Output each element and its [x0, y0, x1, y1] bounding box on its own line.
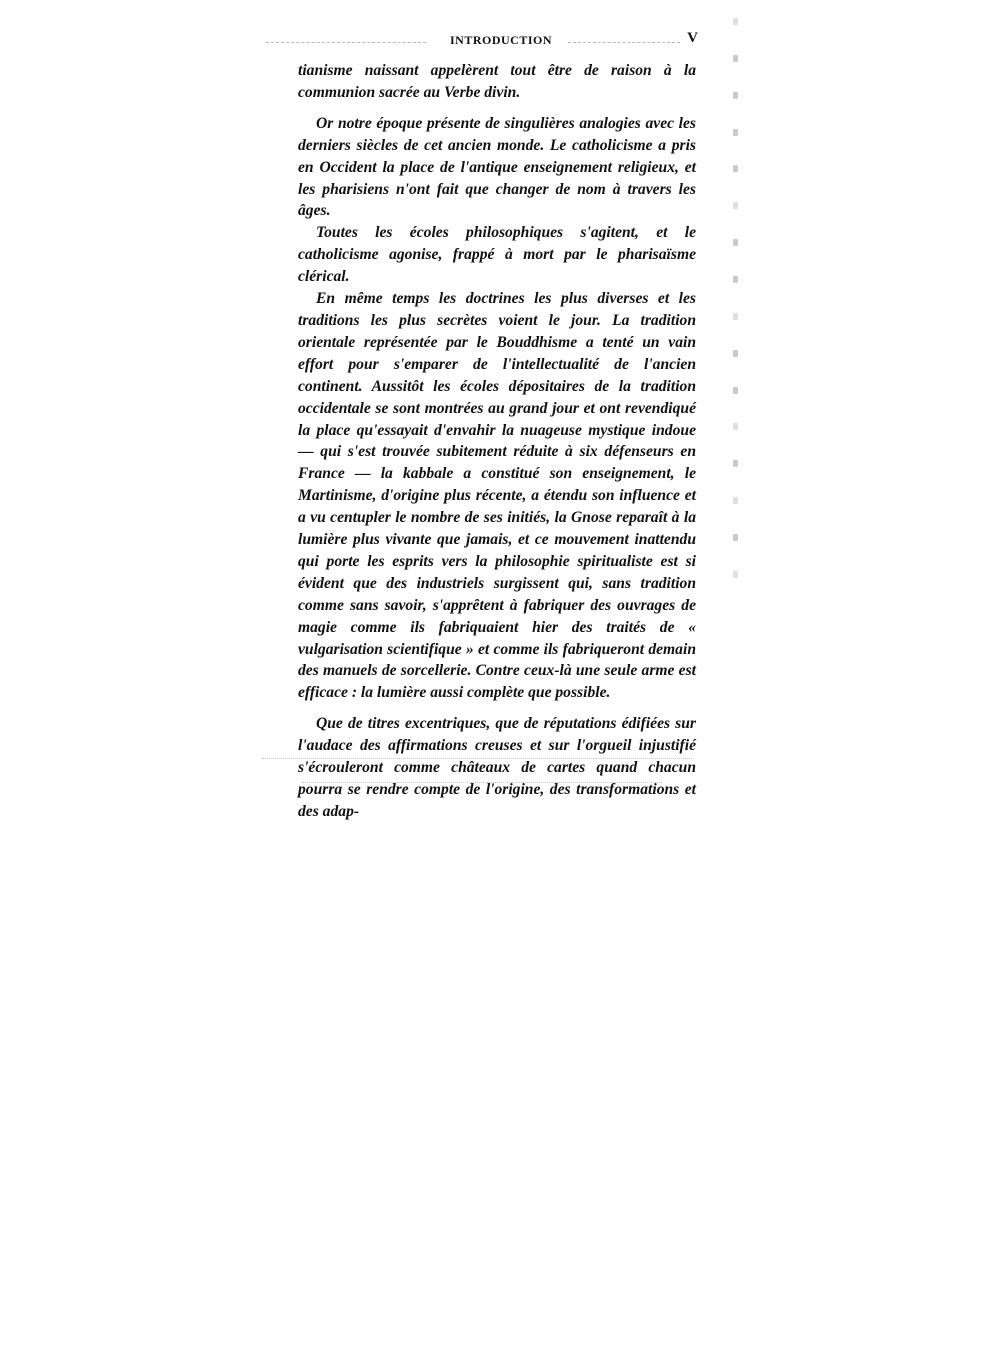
paragraph-ecoles: Toutes les écoles philosophiques s'agitent, et le catholicisme agonise, frappé à mort par le pharisaïsme clérical. [298, 224, 696, 286]
paragraph-doctrines: En même temps les doctrines les plus diverses et les traditions les plus secrètes voient le jour. La tradition orientale représentée par le Bouddhisme a tenté un vain effort pour s'emparer de l'intellectualité de l'ancien continent. Aussitôt les écoles dépositaires de la tradition occidentale se sont montrées au grand jour et ont revendiqué la place qu'essayait d'envahir la nuageuse mystique indoue — qui s'est trouvée subitement réduite à six défenseurs en France — la kabbale a constitué son enseignement, le Martinisme, d'origine plus récente, a étendu son influence et a vu centupler le nombre de ses initiés, la Gnose reparaît à la lumière plus vivante que jamais, et ce mouvement inattendu qui porte les esprits vers la philosophie spiritualiste est si évident que des industriels surgissent qui, sans tradition comme sans savoir, s'apprêtent à fabriquer des ouvrages de magie comme ils fabriquaient hier des traités de « vulgarisation scientifique » et comme ils fabriqueront demain des manuels de sorcellerie. Contre ceux-là une seule arme est efficace : la lumière aussi complète que possible. [298, 290, 696, 702]
body-text [298, 60, 696, 823]
paragraph-epoque: Or notre époque présente de singulières analogies avec les derniers siècles de cet ancien monde. Le catholicisme a pris en Occident la place de l'antique enseignement religieux, et les pharisiens n'ont fait que changer de nom à travers les âges. [298, 114, 696, 220]
header-rule-right [568, 42, 680, 43]
page-number: V [687, 30, 698, 46]
header-rule-left [266, 42, 426, 43]
paragraph-continued: tianisme naissant appelèrent tout être de raison à la communion sacrée au Verbe divin. [298, 62, 696, 101]
page-header [296, 32, 698, 52]
running-head: INTRODUCTION [450, 33, 553, 47]
paragraph-titres: Que de titres excentriques, que de réputations édifiées sur l'audace des affirmations creuses et sur l'orgueil injustifié s'écrouleront comme châteaux de cartes quand chacun pourra se rendre compte de l'origine, des transformations et des adap- [298, 715, 696, 820]
scan-noise-bottom [262, 752, 702, 802]
margin-scan-artifacts [728, 18, 742, 578]
